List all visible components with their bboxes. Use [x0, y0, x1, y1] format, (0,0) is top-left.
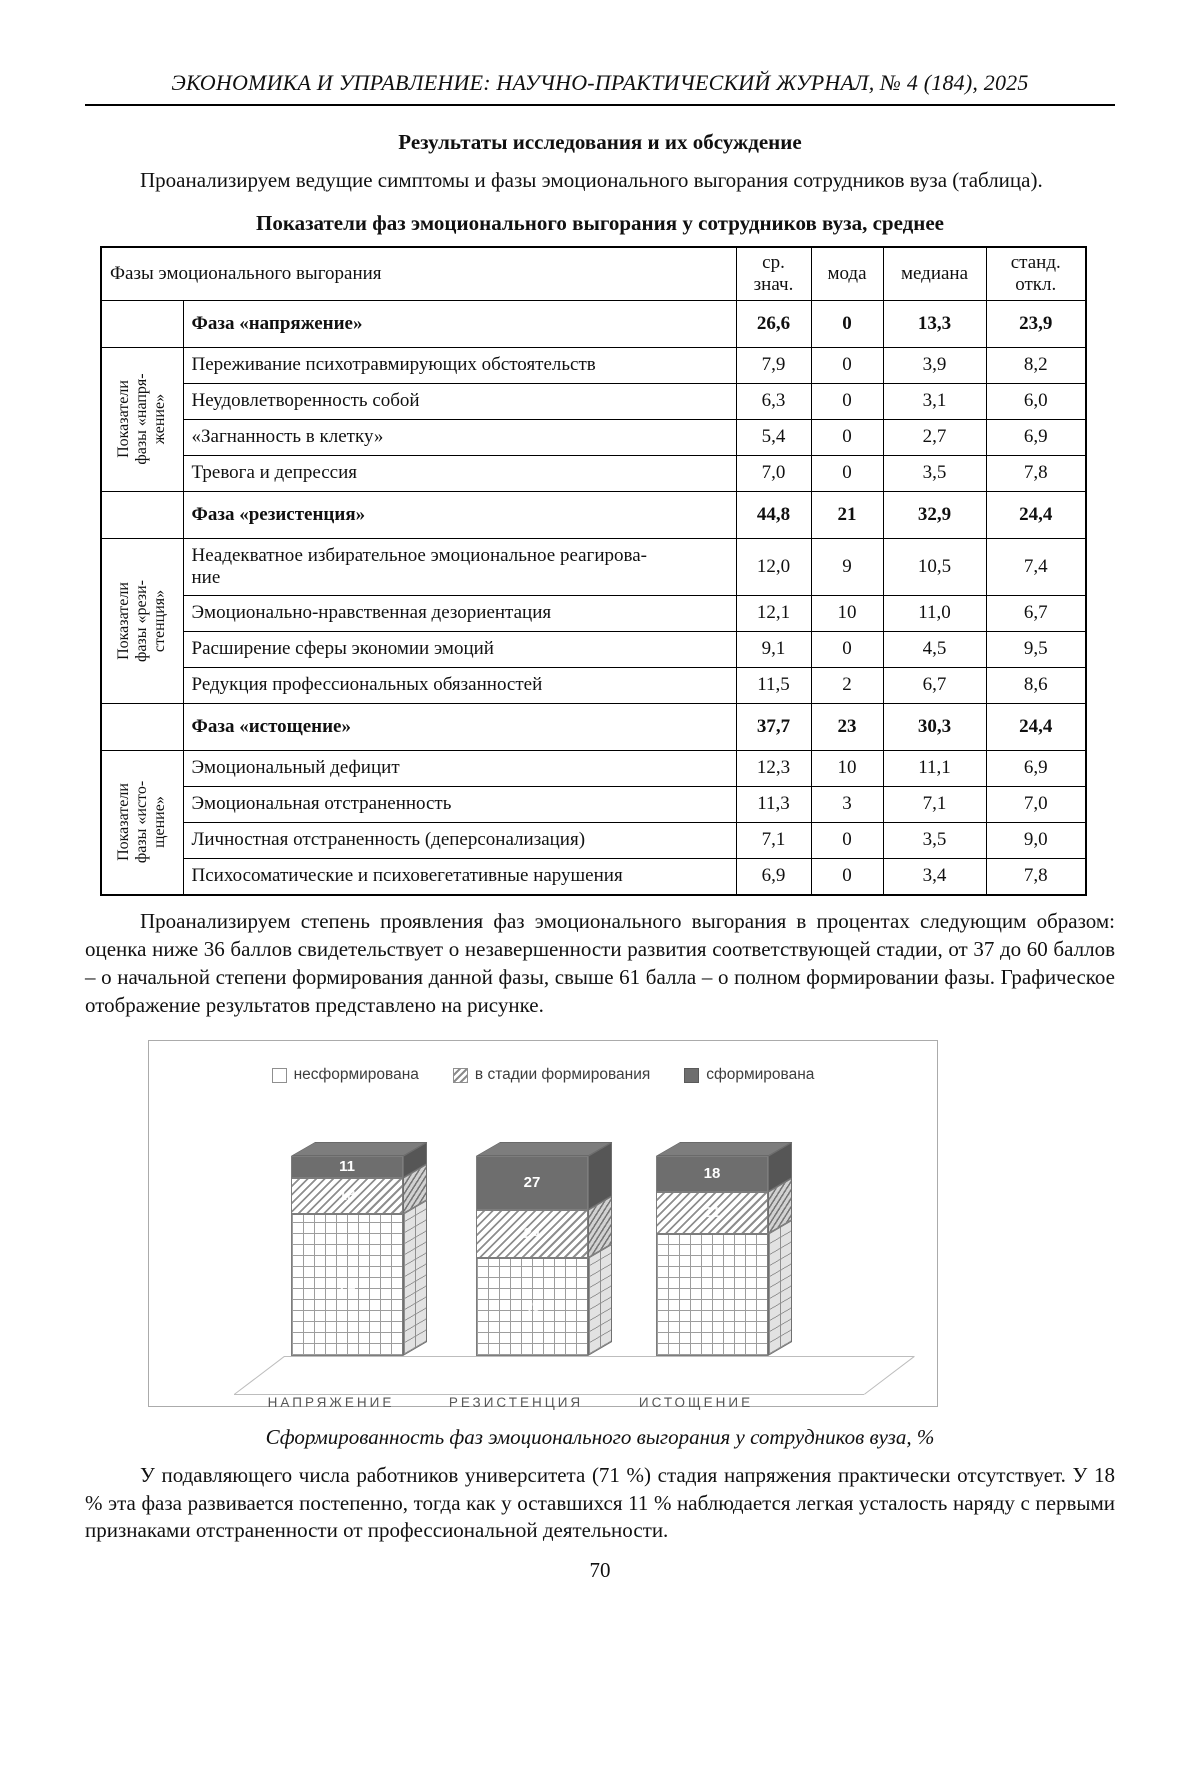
bar-side-face	[768, 1142, 792, 1356]
legend-swatch-forming-icon	[453, 1068, 468, 1083]
section-title: Результаты исследования и их обсуждение	[398, 130, 802, 154]
phase-name: Фаза «резистенция»	[183, 491, 736, 538]
cell-std: 6,0	[986, 383, 1086, 419]
table-row	[101, 538, 1086, 595]
journal-header: ЭКОНОМИКА И УПРАВЛЕНИЕ: НАУЧНО-ПРАКТИЧЕСКИЙ ЖУРНАЛ, № 4 (184), 2025	[171, 70, 1029, 95]
cell-median: 3,1	[883, 383, 986, 419]
legend-item-formed	[684, 1066, 814, 1084]
cell-median: 4,5	[883, 631, 986, 667]
category-label-resistance: РЕЗИСТЕНЦИЯ	[448, 1394, 584, 1410]
floor-back-edge	[284, 1356, 914, 1357]
cell-mean: 12,3	[736, 750, 811, 786]
cell-median: 13,3	[883, 300, 986, 347]
cell-std: 7,8	[986, 858, 1086, 895]
chart-legend	[149, 1041, 937, 1102]
segment-value: 18	[703, 1165, 721, 1183]
segment-value: 61	[703, 1286, 721, 1304]
header-std: станд. откл.	[986, 247, 1086, 301]
header-rule	[85, 104, 1115, 106]
bar-exhaustion	[656, 1156, 768, 1356]
symptom-name: Переживание психотравмирующих обстоятельств	[183, 347, 736, 383]
category-label-tension: НАПРЯЖЕНИЕ	[267, 1394, 395, 1410]
segment-value: 11	[339, 1158, 355, 1176]
segment-forming	[656, 1192, 768, 1234]
category-label-exhaustion: ИСТОЩЕНИЕ	[638, 1394, 754, 1410]
cell-std: 24,4	[986, 703, 1086, 750]
cell-mean: 6,9	[736, 858, 811, 895]
segment-value: 21	[703, 1204, 721, 1222]
symptom-name: Тревога и депрессия	[183, 455, 736, 491]
cell-mean: 12,1	[736, 595, 811, 631]
table-row	[101, 419, 1086, 455]
cell-mode: 0	[811, 347, 883, 383]
cell-mean: 12,0	[736, 538, 811, 595]
segment-formed	[476, 1156, 588, 1210]
cell-mode: 0	[811, 858, 883, 895]
table-row	[101, 786, 1086, 822]
group-label-cell	[101, 750, 183, 895]
segment-forming	[291, 1178, 403, 1214]
symptom-name: Редукция профессиональных обязанностей	[183, 667, 736, 703]
cell-mode: 0	[811, 631, 883, 667]
group-label-cell	[101, 538, 183, 703]
table-row-phase	[101, 300, 1086, 347]
cell-std: 23,9	[986, 300, 1086, 347]
table-header-row	[101, 247, 1086, 301]
cell-std: 8,6	[986, 667, 1086, 703]
cell-mode: 0	[811, 300, 883, 347]
legend-item-forming	[453, 1066, 650, 1084]
cell-mode: 0	[811, 419, 883, 455]
segment-formed	[291, 1156, 403, 1178]
table-row-phase	[101, 491, 1086, 538]
cell-mode: 10	[811, 595, 883, 631]
bar-side-face	[588, 1142, 612, 1356]
segment-formed	[656, 1156, 768, 1192]
segment-unformed	[656, 1234, 768, 1356]
cell-mode: 10	[811, 750, 883, 786]
journal-page	[0, 70, 1200, 1545]
symptom-name: Неадекватное избирательное эмоциональное реагирова- ние	[183, 538, 736, 595]
cell-median: 32,9	[883, 491, 986, 538]
spacer-cell	[101, 703, 183, 750]
cell-mode: 0	[811, 822, 883, 858]
cell-std: 6,9	[986, 750, 1086, 786]
cell-mean: 6,3	[736, 383, 811, 419]
segment-value: 27	[523, 1174, 541, 1192]
legend-label: несформирована	[293, 1066, 419, 1084]
cell-std: 6,7	[986, 595, 1086, 631]
segment-value: 18	[338, 1187, 356, 1205]
symptom-name: Неудовлетворенность собой	[183, 383, 736, 419]
symptom-name: Эмоциональная отстраненность	[183, 786, 736, 822]
cell-mean: 44,8	[736, 491, 811, 538]
cell-std: 7,4	[986, 538, 1086, 595]
cell-median: 11,1	[883, 750, 986, 786]
spacer-cell	[101, 300, 183, 347]
cell-median: 3,5	[883, 455, 986, 491]
page-number: 70	[589, 1558, 611, 1582]
phase-name: Фаза «истощение»	[183, 703, 736, 750]
segment-unformed	[476, 1258, 588, 1356]
legend-item-unformed	[272, 1066, 419, 1084]
table-title: Показатели фаз эмоционального выгорания у сотрудников вуза, среднее	[255, 210, 945, 235]
bar-resistance	[476, 1156, 588, 1356]
symptom-name: «Загнанность в клетку»	[183, 419, 736, 455]
cell-mode: 9	[811, 538, 883, 595]
cell-mean: 7,9	[736, 347, 811, 383]
header-median: медиана	[883, 247, 986, 301]
group-label-resistance: Показатели фазы «рези- стенция»	[115, 579, 169, 662]
burnout-figure	[148, 1040, 938, 1410]
symptom-name: Эмоциональный дефицит	[183, 750, 736, 786]
segment-forming	[476, 1210, 588, 1258]
cell-std: 9,0	[986, 822, 1086, 858]
cell-mean: 11,5	[736, 667, 811, 703]
legend-label: сформирована	[706, 1066, 815, 1084]
cell-mode: 21	[811, 491, 883, 538]
cell-mode: 0	[811, 455, 883, 491]
table-row	[101, 822, 1086, 858]
segment-unformed	[291, 1214, 403, 1356]
symptom-name: Личностная отстраненность (деперсонализация)	[183, 822, 736, 858]
symptom-name: Эмоционально-нравственная дезориентация	[183, 595, 736, 631]
table-row	[101, 455, 1086, 491]
symptom-name: Расширение сферы экономии эмоций	[183, 631, 736, 667]
paragraph-conclusion: У подавляющего числа работников университета (71 %) стадия напряжения практически отсутствует. У 18 % эта фаза развивается постепенно, тогда как у оставшихся 11 % наблюдается легкая усталость наряду с первыми признаками отстраненности от профессиональной деятельности.	[85, 1462, 1115, 1543]
group-label-tension: Показатели фазы «напря- жение»	[115, 373, 169, 466]
table-row	[101, 631, 1086, 667]
symptom-name: Психосоматические и психовегетативные нарушения	[183, 858, 736, 895]
cell-std: 24,4	[986, 491, 1086, 538]
cell-median: 10,5	[883, 538, 986, 595]
cell-mean: 5,4	[736, 419, 811, 455]
segment-value: 71	[338, 1276, 356, 1294]
table-row-phase	[101, 703, 1086, 750]
legend-swatch-formed-icon	[684, 1068, 699, 1083]
table-row	[101, 383, 1086, 419]
header-mean: ср. знач.	[736, 247, 811, 301]
cell-std: 7,8	[986, 455, 1086, 491]
table-row	[101, 347, 1086, 383]
group-label-exhaustion: Показатели фазы «исто- щение»	[115, 781, 169, 864]
figure-caption: Сформированность фаз эмоционального выгорания у сотрудников вуза, %	[265, 1424, 935, 1449]
cell-mean: 37,7	[736, 703, 811, 750]
cell-median: 30,3	[883, 703, 986, 750]
cell-std: 6,9	[986, 419, 1086, 455]
table-row	[101, 858, 1086, 895]
cell-mode: 23	[811, 703, 883, 750]
cell-median: 6,7	[883, 667, 986, 703]
header-mode: мода	[811, 247, 883, 301]
burnout-table	[100, 246, 1087, 896]
cell-mode: 2	[811, 667, 883, 703]
group-label-cell	[101, 347, 183, 491]
legend-swatch-unformed-icon	[272, 1068, 287, 1083]
cell-median: 3,9	[883, 347, 986, 383]
bar-side-face	[403, 1142, 427, 1356]
cell-median: 3,5	[883, 822, 986, 858]
cell-std: 8,2	[986, 347, 1086, 383]
phase-name: Фаза «напряжение»	[183, 300, 736, 347]
paragraph-intro: Проанализируем ведущие симптомы и фазы эмоционального выгорания сотрудников вуза (таблица).	[140, 168, 1043, 192]
segment-value: 49	[523, 1298, 541, 1316]
cell-mean: 26,6	[736, 300, 811, 347]
chart-plot-area	[149, 1102, 937, 1414]
spacer-cell	[101, 491, 183, 538]
cell-mode: 0	[811, 383, 883, 419]
cell-mean: 7,1	[736, 822, 811, 858]
segment-value: 24	[523, 1225, 541, 1243]
legend-label: в стадии формирования	[474, 1066, 651, 1084]
cell-mean: 9,1	[736, 631, 811, 667]
cell-median: 3,4	[883, 858, 986, 895]
floor-right-edge	[864, 1356, 915, 1395]
header-phases: Фазы эмоционального выгорания	[101, 247, 736, 301]
cell-std: 9,5	[986, 631, 1086, 667]
cell-median: 7,1	[883, 786, 986, 822]
cell-mean: 11,3	[736, 786, 811, 822]
cell-mode: 3	[811, 786, 883, 822]
cell-mean: 7,0	[736, 455, 811, 491]
cell-median: 11,0	[883, 595, 986, 631]
paragraph-analysis: Проанализируем степень проявления фаз эмоционального выгорания в процентах следующим образом: оценка ниже 36 баллов свидетельствует о незавершенности развития соответствующей стадии, от 37 до 60 баллов – о начальной степени формирования данной фазы, свыше 61 балла – о полном формировании фазы. Графическое отображение результатов представлено на рисунке.	[85, 908, 1115, 1017]
floor-left-edge	[234, 1356, 285, 1395]
table-row	[101, 750, 1086, 786]
cell-median: 2,7	[883, 419, 986, 455]
table-row	[101, 667, 1086, 703]
table-row	[101, 595, 1086, 631]
cell-std: 7,0	[986, 786, 1086, 822]
bar-tension	[291, 1156, 403, 1356]
